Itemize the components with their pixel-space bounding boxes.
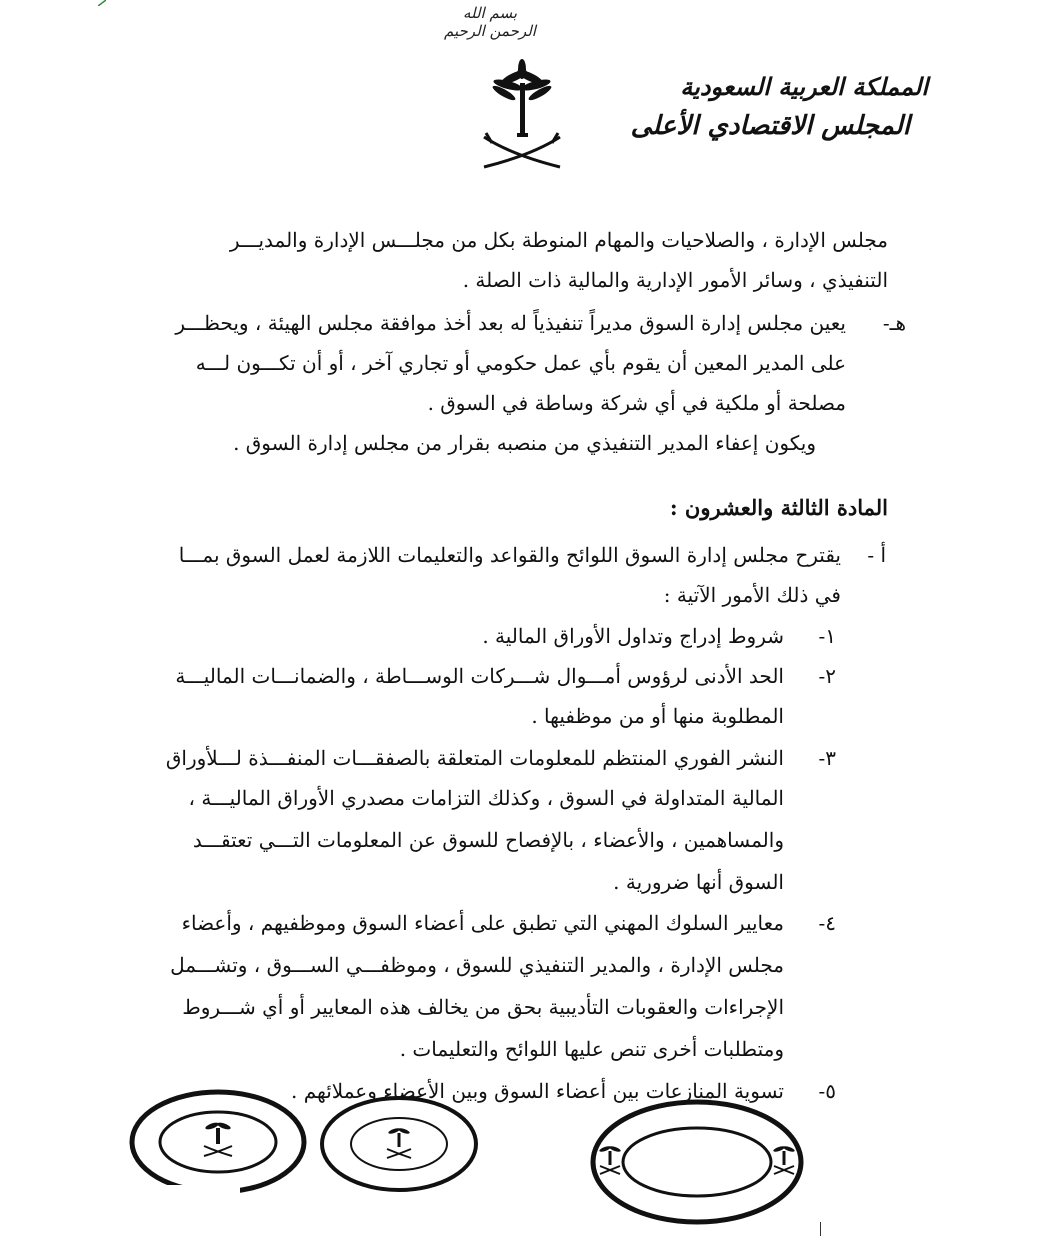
middle-seal-stamp [318, 1094, 480, 1194]
kingdom-name: المملكة العربية السعودية [680, 72, 928, 101]
item-marker: ٥- [818, 1079, 836, 1103]
item-marker: هـ- [882, 311, 906, 335]
right-seal-stamp [588, 1098, 806, 1226]
text-line: الحد الأدنى لرؤوس أمـــوال شـــركات الوســـاطة ، والضمانـــات الماليـــة [175, 664, 784, 688]
item-marker: أ - [867, 543, 886, 567]
item-marker: ٢- [818, 664, 836, 688]
text-line: ومتطلبات أخرى تنص عليها اللوائح والتعليمات . [399, 1037, 784, 1061]
text-line: السوق أنها ضرورية . [613, 870, 784, 894]
text-line: مجلس الإدارة ، والصلاحيات والمهام المنوطة بكل من مجلـــس الإدارة والمديـــر [229, 228, 888, 252]
text-line: تسوية المنازعات بين أعضاء السوق وبين الأعضاء وعملائهم . [290, 1079, 784, 1103]
text-line: المالية المتداولة في السوق ، وكذلك التزامات مصدري الأوراق الماليـــة ، [188, 786, 784, 810]
text-line: المطلوبة منها أو من موظفيها . [531, 704, 784, 728]
text-line: على المدير المعين أن يقوم بأي عمل حكومي أو تجاري آخر ، أو أن تكـــون لـــه [195, 351, 846, 375]
article-title: المادة الثالثة والعشرون : [669, 495, 888, 520]
text-line: يعين مجلس إدارة السوق مديراً تنفيذياً له بعد أخذ موافقة مجلس الهيئة ، ويحظـــر [175, 311, 846, 335]
text-line: مجلس الإدارة ، والمدير التنفيذي للسوق ، وموظفـــي الســـوق ، وتشـــمل [170, 953, 784, 977]
scan-crop-area [0, 1185, 240, 1239]
text-line: يقترح مجلس إدارة السوق اللوائح والقواعد والتعليمات اللازمة لعمل السوق بمـــا [178, 543, 841, 567]
corner-mark [98, 0, 106, 6]
item-marker: ١- [818, 624, 836, 648]
page-edge-mark [820, 1222, 821, 1236]
text-line: الإجراءات والعقوبات التأديبية بحق من يخالف هذه المعايير أو أي شـــروط [182, 995, 784, 1019]
letterhead [608, 70, 928, 148]
palm-swords-emblem-icon [472, 55, 572, 175]
left-seal-stamp [128, 1088, 308, 1196]
text-line: التنفيذي ، وسائر الأمور الإدارية والمالية ذات الصلة . [462, 268, 888, 292]
text-line: النشر الفوري المنتظم للمعلومات المتعلقة بالصفقـــات المنفـــذة لـــلأوراق [165, 746, 784, 770]
text-line: معايير السلوك المهني التي تطبق على أعضاء السوق وموظفيهم ، وأعضاء [181, 911, 784, 935]
basmala: بسم الله الرحمن الرحيم [444, 4, 536, 40]
item-marker: ٤- [818, 911, 836, 935]
text-line: والمساهمين ، والأعضاء ، بالإفصاح للسوق عن المعلومات التـــي تعتقـــد [192, 828, 784, 852]
text-line: في ذلك الأمور الآتية : [663, 583, 841, 607]
text-line: مصلحة أو ملكية في أي شركة وساطة في السوق . [427, 391, 846, 415]
text-line: ويكون إعفاء المدير التنفيذي من منصبه بقرار من مجلس إدارة السوق . [233, 431, 816, 455]
item-marker: ٣- [818, 746, 836, 770]
council-name: المجلس الاقتصادي الأعلى [630, 111, 910, 141]
text-line: شروط إدراج وتداول الأوراق المالية . [482, 624, 784, 648]
